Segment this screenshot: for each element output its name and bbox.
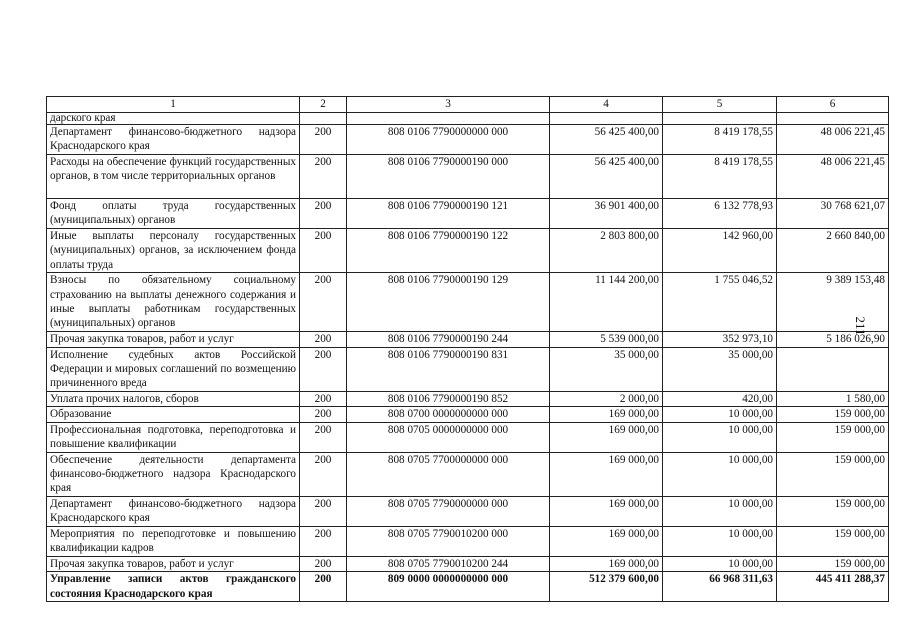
row-classification-code	[347, 113, 550, 125]
table-row	[47, 572, 889, 602]
row-value-col5: 10 000,00	[663, 556, 777, 571]
table-row	[47, 229, 889, 273]
row-classification-code: 809 0000 0000000000 000	[347, 572, 550, 602]
row-classification-code: 808 0106 7790000190 852	[347, 391, 550, 406]
row-classification-code: 808 0705 7700000000 000	[347, 452, 550, 496]
row-description: Иные выплаты персоналу государственных (муниципальных) органов, за исключением фонда оплаты труда	[47, 229, 300, 273]
table-body	[47, 113, 889, 602]
row-value-col5: 10 000,00	[663, 407, 777, 422]
row-code: 200	[300, 347, 347, 391]
table-row	[47, 113, 889, 125]
row-value-col5: 10 000,00	[663, 422, 777, 452]
row-value-col4: 2 803 800,00	[550, 229, 663, 273]
row-code: 200	[300, 407, 347, 422]
table-row	[47, 391, 889, 406]
row-code: 200	[300, 229, 347, 273]
row-code: 200	[300, 496, 347, 526]
row-classification-code: 808 0705 7790010200 000	[347, 526, 550, 556]
row-description: Прочая закупка товаров, работ и услуг	[47, 556, 300, 571]
table-row	[47, 125, 889, 155]
row-value-col4: 35 000,00	[550, 347, 663, 391]
row-classification-code: 808 0705 0000000000 000	[347, 422, 550, 452]
row-value-col5: 10 000,00	[663, 526, 777, 556]
row-value-col5: 8 419 178,55	[663, 125, 777, 155]
row-classification-code: 808 0106 7790000190 129	[347, 273, 550, 332]
row-code: 200	[300, 452, 347, 496]
row-value-col5: 352 973,10	[663, 332, 777, 347]
row-value-col6: 445 411 288,37	[777, 572, 889, 602]
row-description: Взносы по обязательному социальному страхованию на выплаты денежного содержания и иные выплаты работникам государственных (муниципальных) органов	[47, 273, 300, 332]
row-value-col6: 159 000,00	[777, 526, 889, 556]
row-value-col4: 169 000,00	[550, 422, 663, 452]
row-value-col5: 10 000,00	[663, 496, 777, 526]
row-value-col5: 142 960,00	[663, 229, 777, 273]
row-code: 200	[300, 199, 347, 229]
row-value-col4: 5 539 000,00	[550, 332, 663, 347]
row-value-col5: 420,00	[663, 391, 777, 406]
row-value-col6: 30 768 621,07	[777, 199, 889, 229]
row-value-col6: 48 006 221,45	[777, 155, 889, 199]
row-value-col4: 169 000,00	[550, 496, 663, 526]
row-code: 200	[300, 273, 347, 332]
row-value-col6: 48 006 221,45	[777, 125, 889, 155]
row-value-col4: 512 379 600,00	[550, 572, 663, 602]
table-row	[47, 496, 889, 526]
row-value-col5: 6 132 778,93	[663, 199, 777, 229]
table-row	[47, 422, 889, 452]
row-description: Департамент финансово-бюджетного надзора Краснодарского края	[47, 125, 300, 155]
table-row	[47, 526, 889, 556]
row-code: 200	[300, 556, 347, 571]
row-code: 200	[300, 526, 347, 556]
row-description: Образование	[47, 407, 300, 422]
column-header-6: 6	[777, 97, 889, 113]
table-row	[47, 347, 889, 391]
row-description: Обеспечение деятельности департамента финансово-бюджетного надзора Краснодарского края	[47, 452, 300, 496]
row-value-col5: 10 000,00	[663, 452, 777, 496]
row-value-col6	[777, 347, 889, 391]
row-description: Фонд оплаты труда государственных (муниципальных) органов	[47, 199, 300, 229]
row-description: Прочая закупка товаров, работ и услуг	[47, 332, 300, 347]
row-value-col4: 169 000,00	[550, 526, 663, 556]
row-code: 200	[300, 125, 347, 155]
row-value-col6	[777, 113, 889, 125]
row-description: Исполнение судебных актов Российской Федерации и мировых соглашений по возмещению причиненного вреда	[47, 347, 300, 391]
header-row	[47, 97, 889, 113]
row-description: Департамент финансово-бюджетного надзора Краснодарского края	[47, 496, 300, 526]
table-row	[47, 155, 889, 199]
row-description: Управление записи актов гражданского состояния Краснодарского края	[47, 572, 300, 602]
row-value-col6: 159 000,00	[777, 496, 889, 526]
table-row	[47, 199, 889, 229]
row-description: Расходы на обеспечение функций государственных органов, в том числе территориальных органов	[47, 155, 300, 199]
row-classification-code: 808 0106 7790000190 000	[347, 155, 550, 199]
row-value-col6: 159 000,00	[777, 452, 889, 496]
row-value-col4	[550, 113, 663, 125]
row-value-col4: 56 425 400,00	[550, 125, 663, 155]
row-value-col6: 1 580,00	[777, 391, 889, 406]
table-row	[47, 273, 889, 332]
row-value-col6: 2 660 840,00	[777, 229, 889, 273]
row-code: 200	[300, 332, 347, 347]
row-value-col6: 159 000,00	[777, 407, 889, 422]
column-header-3: 3	[347, 97, 550, 113]
row-code: 200	[300, 572, 347, 602]
row-value-col4: 2 000,00	[550, 391, 663, 406]
row-code: 200	[300, 422, 347, 452]
row-code	[300, 113, 347, 125]
row-value-col5: 1 755 046,52	[663, 273, 777, 332]
row-value-col4: 169 000,00	[550, 452, 663, 496]
row-value-col6: 159 000,00	[777, 422, 889, 452]
row-value-col4: 169 000,00	[550, 407, 663, 422]
row-value-col4: 56 425 400,00	[550, 155, 663, 199]
row-description: Уплата прочих налогов, сборов	[47, 391, 300, 406]
row-value-col5: 35 000,00	[663, 347, 777, 391]
row-value-col6: 159 000,00	[777, 556, 889, 571]
table-row	[47, 556, 889, 571]
row-classification-code: 808 0106 7790000190 121	[347, 199, 550, 229]
column-header-2: 2	[300, 97, 347, 113]
table-row	[47, 407, 889, 422]
row-value-col5: 8 419 178,55	[663, 155, 777, 199]
row-value-col5: 66 968 311,63	[663, 572, 777, 602]
row-value-col6: 9 389 153,48	[777, 273, 889, 332]
row-value-col4: 169 000,00	[550, 556, 663, 571]
row-classification-code: 808 0700 0000000000 000	[347, 407, 550, 422]
row-classification-code: 808 0106 7790000000 000	[347, 125, 550, 155]
row-code: 200	[300, 155, 347, 199]
row-classification-code: 808 0106 7790000190 244	[347, 332, 550, 347]
column-header-5: 5	[663, 97, 777, 113]
column-header-1: 1	[47, 97, 300, 113]
page-number: 211	[853, 316, 868, 336]
row-description: Мероприятия по переподготовке и повышению квалификации кадров	[47, 526, 300, 556]
row-classification-code: 808 0106 7790000190 122	[347, 229, 550, 273]
row-classification-code: 808 0705 7790010200 244	[347, 556, 550, 571]
row-classification-code: 808 0106 7790000190 831	[347, 347, 550, 391]
row-code: 200	[300, 391, 347, 406]
row-value-col6: 5 186 026,90	[777, 332, 889, 347]
row-description: Профессиональная подготовка, переподготовка и повышение квалификации	[47, 422, 300, 452]
row-description: дарского края	[47, 113, 300, 125]
table-row	[47, 452, 889, 496]
row-classification-code: 808 0705 7790000000 000	[347, 496, 550, 526]
row-value-col4: 11 144 200,00	[550, 273, 663, 332]
row-value-col4: 36 901 400,00	[550, 199, 663, 229]
table-row	[47, 332, 889, 347]
column-header-4: 4	[550, 97, 663, 113]
row-value-col5	[663, 113, 777, 125]
budget-table	[46, 96, 889, 602]
